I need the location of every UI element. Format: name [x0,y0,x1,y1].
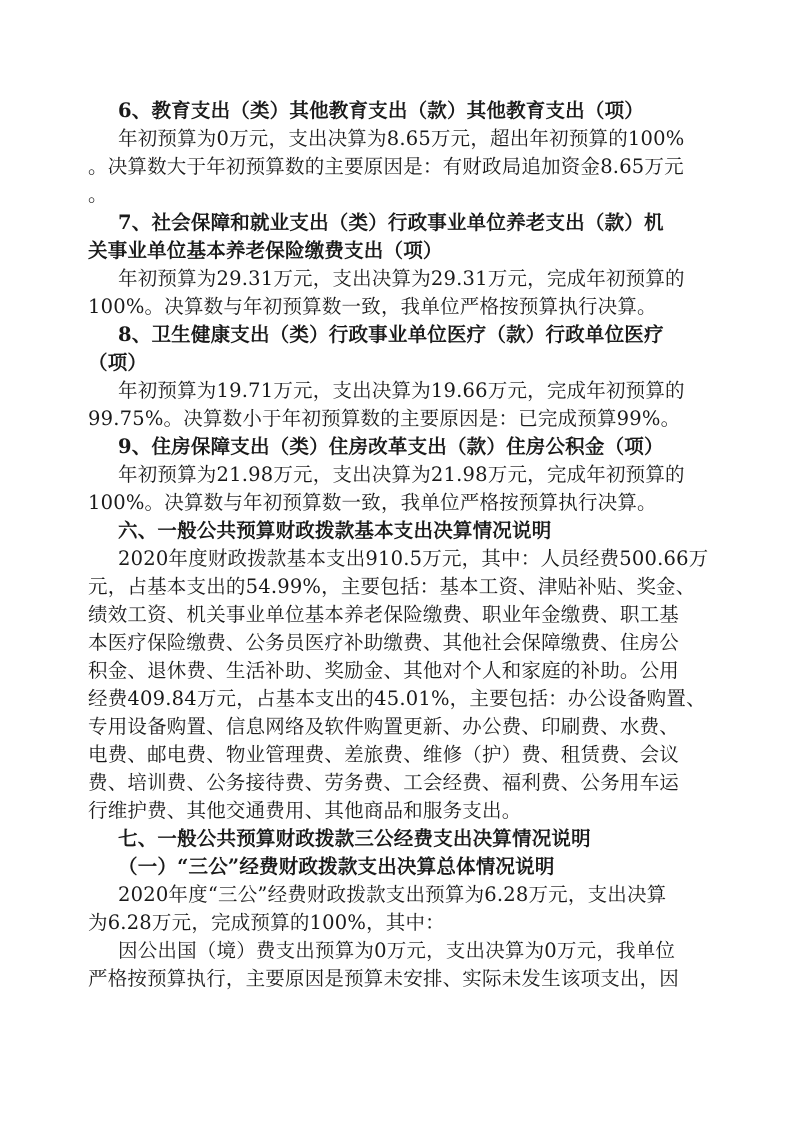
section-heading-line: 七、一般公共预算财政拨款三公经费支出决算情况说明 [118,827,591,850]
paragraph-line: 2020年度财政拨款基本支出910.5万元，其中：人员经费500.66万 [118,547,709,570]
document-body [88,97,718,993]
section-heading-line: 六、一般公共预算财政拨款基本支出决算情况说明 [118,519,552,542]
section-heading-line: 9、住房保障支出（类）住房改革支出（款）住房公积金（项） [118,435,664,458]
paragraph-line: 。决算数大于年初预算数的主要原因是：有财政局追加资金8.65万元 [88,155,684,178]
paragraph-line: 绩效工资、机关事业单位基本养老保险缴费、职业年金缴费、职工基 [88,603,680,626]
paragraph-line: 为6.28万元，完成预算的100%，其中： [88,911,445,934]
paragraph-line: 因公出国（境）费支出预算为0万元，支出决算为0万元，我单位 [118,939,676,962]
paragraph-line: 元，占基本支出的54.99%，主要包括：基本工资、津贴补贴、奖金、 [88,575,696,598]
paragraph-line: 100%。决算数与年初预算数一致，我单位严格按预算执行决算。 [88,491,657,514]
paragraph-line: 年初预算为21.98万元，支出决算为21.98万元，完成年初预算的 [118,463,685,486]
paragraph-line: 年初预算为19.71万元，支出决算为19.66万元，完成年初预算的 [118,379,685,402]
paragraph-line: 。 [88,183,108,206]
paragraph-line: 年初预算为29.31万元，支出决算为29.31万元，完成年初预算的 [118,267,685,290]
paragraph-line: 行维护费、其他交通费用、其他商品和服务支出。 [88,799,522,822]
paragraph-line: 2020年度“三公”经费财政拨款支出预算为6.28万元，支出决算 [118,883,667,906]
section-heading-line: （项） [88,351,148,374]
section-heading-line: 8、卫生健康支出（类）行政事业单位医疗（款）行政单位医疗 [118,323,664,346]
paragraph-line: 积金、退休费、生活补助、奖励金、其他对个人和家庭的补助。公用 [88,659,680,682]
section-heading-line: 关事业单位基本养老保险缴费支出（项） [88,239,443,262]
section-heading-line: 7、社会保障和就业支出（类）行政事业单位养老支出（款）机 [118,211,664,234]
section-heading-line: （一）“三公”经费财政拨款支出决算总体情况说明 [118,855,555,878]
paragraph-line: 电费、邮电费、物业管理费、差旅费、维修（护）费、租赁费、会议 [88,743,680,766]
paragraph-line: 100%。决算数与年初预算数一致，我单位严格按预算执行决算。 [88,295,657,318]
paragraph-line: 年初预算为0万元，支出决算为8.65万元，超出年初预算的100% [118,127,685,150]
section-heading-line: 6、教育支出（类）其他教育支出（款）其他教育支出（项） [118,99,644,122]
paragraph-line: 费、培训费、公务接待费、劳务费、工会经费、福利费、公务用车运 [88,771,680,794]
paragraph-line: 经费409.84万元，占基本支出的45.01%，主要包括：办公设备购置、 [88,687,706,710]
paragraph-line: 99.75%。决算数小于年初预算数的主要原因是：已完成预算99%。 [88,407,681,430]
paragraph-line: 专用设备购置、信息网络及软件购置更新、办公费、印刷费、水费、 [88,715,680,738]
paragraph-line: 严格按预算执行，主要原因是预算未安排、实际未发生该项支出，因 [88,967,680,990]
paragraph-line: 本医疗保险缴费、公务员医疗补助缴费、其他社会保障缴费、住房公 [88,631,680,654]
